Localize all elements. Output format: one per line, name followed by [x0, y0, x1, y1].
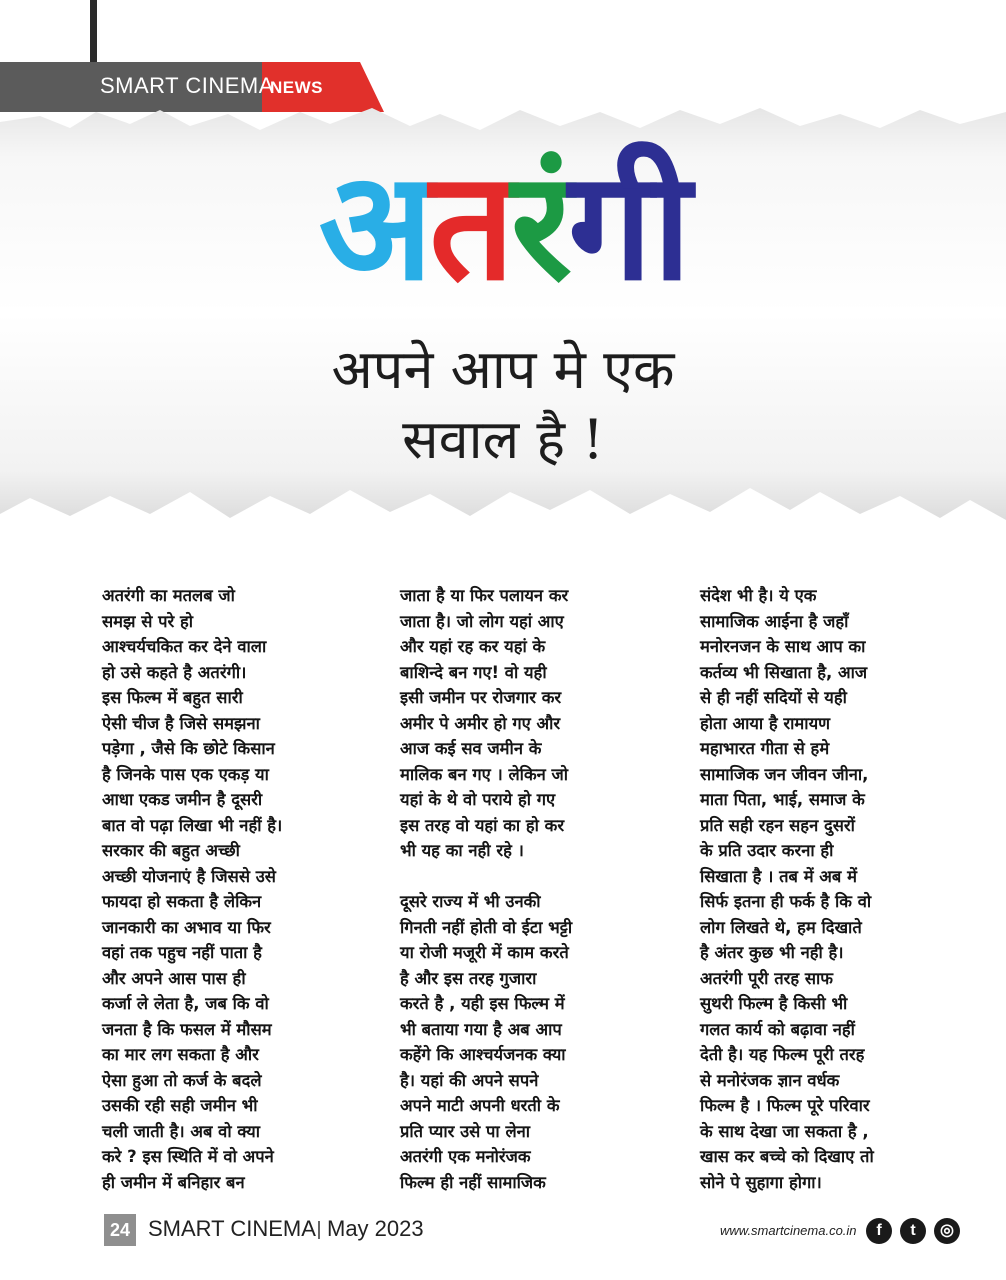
article-line: मनोरनजन के साथ आप का — [700, 637, 866, 656]
article-line: गिनती नहीं होती वो ईटा भट्टी — [400, 917, 573, 937]
article-line: देती है। यह फिल्म पूरी तरह — [700, 1045, 865, 1064]
article-line: सामाजिक आईना है जहाँ — [700, 611, 849, 631]
article-line: मालिक बन गए । लेकिन जो — [400, 764, 569, 784]
article-line: कर्तव्य भी सिखाता है, आज — [700, 662, 868, 682]
article-line: के साथ देखा जा सकता है , — [700, 1121, 869, 1141]
article-line: जाता है। जो लोग यहां आए — [400, 611, 564, 631]
article-line: माता पिता, भाई, समाज के — [700, 790, 865, 809]
article-line: संदेश भी है। ये एक — [700, 586, 817, 605]
article-line: होता आया है रामायण — [700, 713, 831, 733]
article-line: दूसरे राज्य में भी उनकी — [400, 892, 541, 911]
article-line: अच्छी योजनाएं है जिससे उसे — [102, 866, 276, 886]
article-line: लोग लिखते थे, हम दिखाते — [700, 917, 862, 937]
article-line: आज कई सव जमीन के — [400, 739, 542, 758]
article-line: सिखाता है । तब में अब में — [700, 866, 857, 886]
article-line: ऐसी चीज है जिसे समझना — [102, 713, 260, 733]
section-tag: NEWS — [270, 78, 323, 97]
article-line: जनता है कि फसल में मौसम — [102, 1019, 272, 1039]
top-rule — [90, 0, 97, 64]
article-line: महाभारत गीता से हमे — [700, 739, 830, 758]
article-line: वहां तक पहुच नहीं पाता है — [102, 943, 262, 962]
facebook-icon[interactable]: f — [866, 1218, 892, 1244]
article-line: और यहां रह कर यहां के — [400, 637, 546, 656]
article-line: करते है , यही इस फिल्म में — [400, 994, 565, 1013]
article-line: फिल्म ही नहीं सामाजिक — [400, 1172, 546, 1192]
subheadline-line-1: अपने आप मे एक — [331, 338, 675, 401]
article-line: उसकी रही सही जमीन भी — [102, 1096, 258, 1115]
article-line: समझ से परे हो — [102, 611, 194, 631]
article-line: बाशिन्दे बन गए! वो यही — [400, 662, 547, 682]
article-line: सरकार की बहुत अच्छी — [102, 841, 240, 860]
article-line — [400, 864, 572, 890]
article-line: इस तरह वो यहां का हो कर — [400, 815, 565, 835]
page-number: 24 — [104, 1214, 136, 1246]
section-title: SMART CINEMA — [100, 73, 274, 98]
article-line: का मार लग सकता है और — [102, 1045, 259, 1064]
article-line: अतरंगी पूरी तरह साफ — [700, 968, 834, 988]
article-line: कहेंगे कि आश्चर्यजनक क्या — [400, 1045, 566, 1064]
headline-title — [0, 132, 1006, 322]
article-line: आधा एकड जमीन है दूसरी — [102, 790, 263, 809]
article-line: भी बताया गया है अब आप — [400, 1019, 562, 1039]
article-line: या रोजी मजूरी में काम करते — [400, 943, 569, 962]
article-line: अपने माटी अपनी धरती के — [400, 1096, 560, 1115]
article-line: आश्चर्यचकित कर देने वाला — [102, 637, 267, 656]
article-line: हो उसे कहते है अतरंगी। — [102, 662, 247, 682]
article-line: यहां के थे वो पराये हो गए — [400, 790, 556, 809]
article-line: भी यह का नही रहे । — [400, 841, 524, 860]
article-line: है। यहां की अपने सपने — [400, 1070, 539, 1090]
headline-letter-1: अ — [318, 140, 430, 314]
article-line: प्रति प्यार उसे पा लेना — [400, 1121, 531, 1141]
twitter-icon[interactable]: t — [900, 1218, 926, 1244]
headline-letter-4: गी — [568, 140, 688, 314]
article-line: सिर्फ इतना ही फर्क है कि वो — [700, 892, 872, 911]
article-line: सामाजिक जन जीवन जीना, — [700, 764, 869, 784]
article-line: फिल्म है । फिल्म पूरे परिवार — [700, 1096, 870, 1115]
article-line: बात वो पढ़ा लिखा भी नहीं है। — [102, 815, 283, 835]
article-line: सुथरी फिल्म है किसी भी — [700, 994, 848, 1013]
article-column-3 — [700, 583, 874, 1195]
article-line: और अपने आस पास ही — [102, 968, 246, 988]
footer-date: May 2023 — [327, 1216, 424, 1241]
article-line: फायदा हो सकता है लेकिन — [102, 892, 262, 911]
instagram-icon[interactable]: ◎ — [934, 1218, 960, 1244]
article-line: सोने पे सुहागा होगा। — [700, 1172, 822, 1192]
article-line: ऐसा हुआ तो कर्ज के बदले — [102, 1070, 262, 1090]
footer-brand: SMART CINEMA — [148, 1216, 316, 1241]
article-line: है अंतर कुछ भी नही है। — [700, 943, 844, 962]
article-line: खास कर बच्चे को दिखाए तो — [700, 1147, 874, 1166]
footer-url[interactable]: www.smartcinema.co.in — [720, 1223, 857, 1238]
subheadline — [0, 335, 1006, 475]
article-line: प्रति सही रहन सहन दुसरों — [700, 815, 855, 835]
article-line: जानकारी का अभाव या फिर — [102, 917, 271, 937]
article-line: चली जाती है। अब वो क्या — [102, 1121, 261, 1141]
article-line: करे ? इस स्थिति में वो अपने — [102, 1147, 274, 1166]
article-line: से मनोरंजक ज्ञान वर्धक — [700, 1070, 840, 1090]
article-line: इसी जमीन पर रोजगार कर — [400, 688, 562, 707]
article-line: अतरंगी एक मनोरंजक — [400, 1147, 531, 1166]
article-line: जाता है या फिर पलायन कर — [400, 586, 569, 605]
headline-letter-3: रं — [510, 140, 569, 314]
article-column-1 — [102, 583, 282, 1195]
article-line: कर्जा ले लेता है, जब कि वो — [102, 994, 269, 1013]
article-line: गलत कार्य को बढ़ावा नहीं — [700, 1019, 855, 1039]
article-line: है जिनके पास एक एकड़ या — [102, 764, 269, 784]
article-line: है और इस तरह गुजारा — [400, 968, 537, 988]
article-line: अतरंगी का मतलब जो — [102, 586, 235, 605]
footer-separator — [318, 1221, 320, 1239]
article-line: से ही नहीं सदियों से यही — [700, 688, 847, 707]
headline-letter-2: त — [429, 140, 511, 314]
article-line: इस फिल्म में बहुत सारी — [102, 688, 243, 707]
article-column-2 — [400, 583, 572, 1195]
article-line: ही जमीन में बनिहार बन — [102, 1172, 245, 1192]
article-line: के प्रति उदार करना ही — [700, 841, 834, 860]
article-line: अमीर पे अमीर हो गए और — [400, 713, 561, 733]
subheadline-line-2: सवाल है ! — [402, 408, 604, 471]
article-line: पड़ेगा , जैसे कि छोटे किसान — [102, 739, 275, 758]
